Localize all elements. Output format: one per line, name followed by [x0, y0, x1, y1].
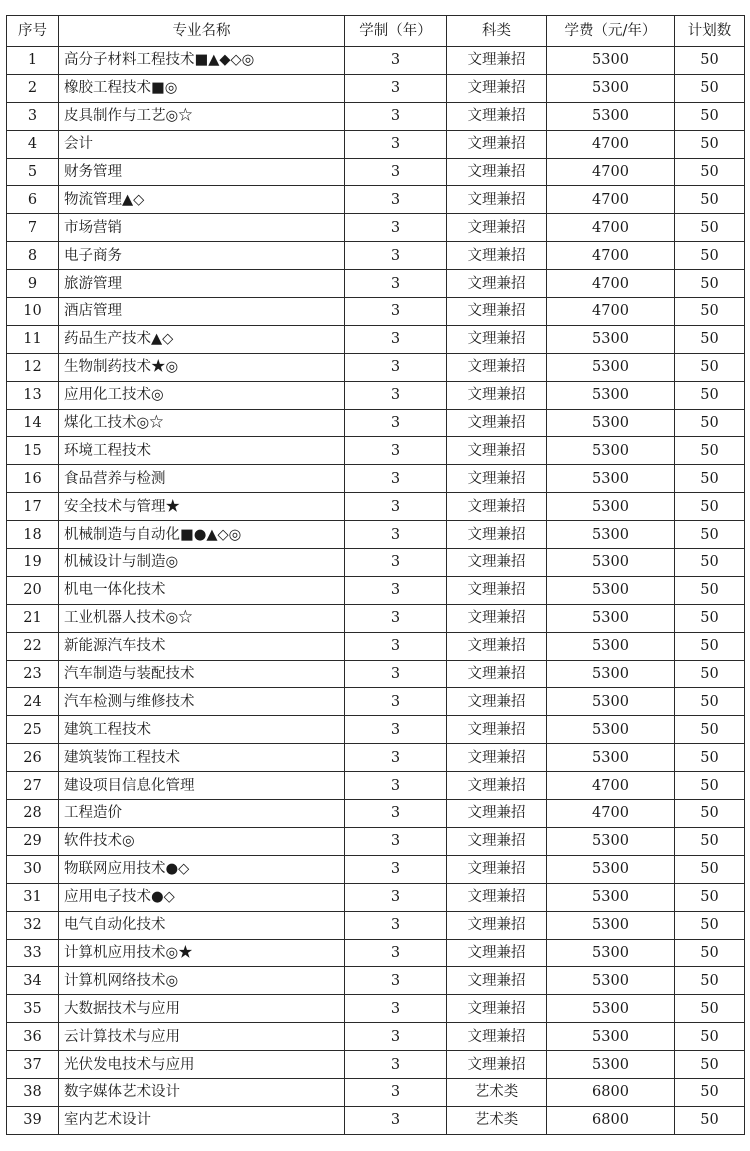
row-category-cell: 文理兼招: [447, 800, 547, 828]
row-years-cell: 3: [345, 604, 447, 632]
row-years-cell: 3: [345, 437, 447, 465]
row-major-cell: 建设项目信息化管理: [59, 772, 345, 800]
table-row: [7, 911, 745, 939]
row-major-cell: 汽车制造与装配技术: [59, 660, 345, 688]
row-index-cell: 20: [7, 576, 59, 604]
row-quota-cell: 50: [675, 186, 745, 214]
table-row: [7, 270, 745, 298]
row-quota-cell: 50: [675, 437, 745, 465]
row-quota-cell: 50: [675, 800, 745, 828]
row-fee-cell: 4700: [547, 800, 675, 828]
row-category-cell: 文理兼招: [447, 576, 547, 604]
row-category-cell: 文理兼招: [447, 47, 547, 75]
row-major-cell: 高分子材料工程技术■▲◆◇◎: [59, 47, 345, 75]
row-fee-cell: 5300: [547, 827, 675, 855]
row-fee-cell: 5300: [547, 493, 675, 521]
row-years-cell: 3: [345, 660, 447, 688]
row-category-cell: 文理兼招: [447, 437, 547, 465]
row-years-cell: 3: [345, 325, 447, 353]
row-years-cell: 3: [345, 967, 447, 995]
row-category-cell: 文理兼招: [447, 102, 547, 130]
row-fee-cell: 4700: [547, 242, 675, 270]
row-quota-cell: 50: [675, 855, 745, 883]
table-row: [7, 158, 745, 186]
row-years-cell: 3: [345, 186, 447, 214]
row-quota-cell: 50: [675, 1106, 745, 1134]
header-years: 学制（年）: [345, 16, 447, 47]
table-row: [7, 855, 745, 883]
table-row: [7, 465, 745, 493]
row-major-cell: 机电一体化技术: [59, 576, 345, 604]
row-quota-cell: 50: [675, 883, 745, 911]
row-index-cell: 2: [7, 74, 59, 102]
row-quota-cell: 50: [675, 1023, 745, 1051]
table-row: [7, 1078, 745, 1106]
table-row: [7, 437, 745, 465]
row-index-cell: 3: [7, 102, 59, 130]
enrollment-plan-table: [6, 15, 745, 1135]
row-quota-cell: 50: [675, 549, 745, 577]
row-category-cell: 文理兼招: [447, 855, 547, 883]
table-row: [7, 130, 745, 158]
row-major-cell: 计算机网络技术◎: [59, 967, 345, 995]
table-row: [7, 1051, 745, 1079]
row-years-cell: 3: [345, 1023, 447, 1051]
row-category-cell: 艺术类: [447, 1106, 547, 1134]
row-years-cell: 3: [345, 493, 447, 521]
row-years-cell: 3: [345, 995, 447, 1023]
row-years-cell: 3: [345, 1078, 447, 1106]
table-row: [7, 242, 745, 270]
row-quota-cell: 50: [675, 465, 745, 493]
row-index-cell: 30: [7, 855, 59, 883]
row-fee-cell: 4700: [547, 214, 675, 242]
row-years-cell: 3: [345, 772, 447, 800]
row-years-cell: 3: [345, 576, 447, 604]
header-index: 序号: [7, 16, 59, 47]
row-category-cell: 文理兼招: [447, 995, 547, 1023]
row-index-cell: 1: [7, 47, 59, 75]
row-category-cell: 文理兼招: [447, 604, 547, 632]
row-major-cell: 环境工程技术: [59, 437, 345, 465]
row-index-cell: 39: [7, 1106, 59, 1134]
row-quota-cell: 50: [675, 688, 745, 716]
row-years-cell: 3: [345, 744, 447, 772]
row-category-cell: 文理兼招: [447, 744, 547, 772]
table-body: [7, 47, 745, 1135]
row-fee-cell: 5300: [547, 604, 675, 632]
header-major: 专业名称: [59, 16, 345, 47]
row-index-cell: 28: [7, 800, 59, 828]
row-fee-cell: 5300: [547, 409, 675, 437]
row-major-cell: 电气自动化技术: [59, 911, 345, 939]
row-fee-cell: 5300: [547, 549, 675, 577]
table-row: [7, 47, 745, 75]
row-category-cell: 文理兼招: [447, 688, 547, 716]
row-quota-cell: 50: [675, 102, 745, 130]
row-category-cell: 文理兼招: [447, 158, 547, 186]
row-quota-cell: 50: [675, 632, 745, 660]
table-row: [7, 800, 745, 828]
row-years-cell: 3: [345, 1051, 447, 1079]
row-fee-cell: 5300: [547, 883, 675, 911]
row-major-cell: 生物制药技术★◎: [59, 353, 345, 381]
row-major-cell: 皮具制作与工艺◎☆: [59, 102, 345, 130]
row-years-cell: 3: [345, 827, 447, 855]
row-fee-cell: 4700: [547, 298, 675, 326]
row-index-cell: 17: [7, 493, 59, 521]
row-category-cell: 文理兼招: [447, 493, 547, 521]
row-years-cell: 3: [345, 632, 447, 660]
row-years-cell: 3: [345, 158, 447, 186]
row-major-cell: 会计: [59, 130, 345, 158]
row-fee-cell: 5300: [547, 660, 675, 688]
row-major-cell: 财务管理: [59, 158, 345, 186]
row-years-cell: 3: [345, 353, 447, 381]
row-index-cell: 12: [7, 353, 59, 381]
row-major-cell: 机械制造与自动化■●▲◇◎: [59, 521, 345, 549]
row-category-cell: 文理兼招: [447, 74, 547, 102]
row-fee-cell: 5300: [547, 521, 675, 549]
row-index-cell: 25: [7, 716, 59, 744]
row-quota-cell: 50: [675, 716, 745, 744]
table-row: [7, 409, 745, 437]
row-category-cell: 文理兼招: [447, 214, 547, 242]
table-row: [7, 1023, 745, 1051]
row-years-cell: 3: [345, 549, 447, 577]
row-index-cell: 29: [7, 827, 59, 855]
row-years-cell: 3: [345, 47, 447, 75]
row-years-cell: 3: [345, 800, 447, 828]
row-category-cell: 文理兼招: [447, 465, 547, 493]
table-header-row: [7, 16, 745, 47]
row-fee-cell: 5300: [547, 995, 675, 1023]
row-major-cell: 数字媒体艺术设计: [59, 1078, 345, 1106]
row-category-cell: 文理兼招: [447, 409, 547, 437]
header-category: 科类: [447, 16, 547, 47]
row-index-cell: 7: [7, 214, 59, 242]
row-index-cell: 14: [7, 409, 59, 437]
row-years-cell: 3: [345, 855, 447, 883]
table-row: [7, 939, 745, 967]
row-fee-cell: 5300: [547, 576, 675, 604]
row-major-cell: 橡胶工程技术■◎: [59, 74, 345, 102]
row-category-cell: 文理兼招: [447, 632, 547, 660]
row-category-cell: 文理兼招: [447, 353, 547, 381]
row-category-cell: 文理兼招: [447, 1051, 547, 1079]
row-category-cell: 文理兼招: [447, 1023, 547, 1051]
row-major-cell: 机械设计与制造◎: [59, 549, 345, 577]
row-fee-cell: 5300: [547, 632, 675, 660]
row-index-cell: 18: [7, 521, 59, 549]
row-fee-cell: 5300: [547, 939, 675, 967]
row-quota-cell: 50: [675, 660, 745, 688]
row-major-cell: 建筑工程技术: [59, 716, 345, 744]
row-fee-cell: 5300: [547, 967, 675, 995]
row-quota-cell: 50: [675, 298, 745, 326]
row-fee-cell: 5300: [547, 688, 675, 716]
row-quota-cell: 50: [675, 214, 745, 242]
table-row: [7, 883, 745, 911]
row-years-cell: 3: [345, 214, 447, 242]
row-major-cell: 市场营销: [59, 214, 345, 242]
table-row: [7, 381, 745, 409]
row-major-cell: 计算机应用技术◎★: [59, 939, 345, 967]
row-quota-cell: 50: [675, 381, 745, 409]
row-index-cell: 27: [7, 772, 59, 800]
row-index-cell: 35: [7, 995, 59, 1023]
table-row: [7, 353, 745, 381]
table-row: [7, 827, 745, 855]
row-years-cell: 3: [345, 716, 447, 744]
table-row: [7, 744, 745, 772]
row-major-cell: 煤化工技术◎☆: [59, 409, 345, 437]
row-major-cell: 应用电子技术●◇: [59, 883, 345, 911]
table-row: [7, 772, 745, 800]
row-quota-cell: 50: [675, 325, 745, 353]
row-category-cell: 文理兼招: [447, 242, 547, 270]
row-major-cell: 食品营养与检测: [59, 465, 345, 493]
row-years-cell: 3: [345, 102, 447, 130]
row-fee-cell: 4700: [547, 186, 675, 214]
row-fee-cell: 6800: [547, 1078, 675, 1106]
row-years-cell: 3: [345, 465, 447, 493]
row-quota-cell: 50: [675, 995, 745, 1023]
row-quota-cell: 50: [675, 604, 745, 632]
row-quota-cell: 50: [675, 521, 745, 549]
table-row: [7, 521, 745, 549]
row-index-cell: 16: [7, 465, 59, 493]
row-years-cell: 3: [345, 270, 447, 298]
row-index-cell: 32: [7, 911, 59, 939]
row-quota-cell: 50: [675, 576, 745, 604]
row-major-cell: 大数据技术与应用: [59, 995, 345, 1023]
row-fee-cell: 5300: [547, 325, 675, 353]
row-index-cell: 37: [7, 1051, 59, 1079]
row-category-cell: 文理兼招: [447, 521, 547, 549]
row-quota-cell: 50: [675, 827, 745, 855]
row-index-cell: 13: [7, 381, 59, 409]
row-fee-cell: 5300: [547, 74, 675, 102]
row-category-cell: 文理兼招: [447, 967, 547, 995]
row-category-cell: 文理兼招: [447, 883, 547, 911]
row-years-cell: 3: [345, 130, 447, 158]
row-category-cell: 文理兼招: [447, 939, 547, 967]
row-fee-cell: 6800: [547, 1106, 675, 1134]
row-quota-cell: 50: [675, 493, 745, 521]
row-quota-cell: 50: [675, 130, 745, 158]
table-row: [7, 604, 745, 632]
row-fee-cell: 5300: [547, 855, 675, 883]
row-index-cell: 26: [7, 744, 59, 772]
row-index-cell: 38: [7, 1078, 59, 1106]
row-fee-cell: 5300: [547, 1023, 675, 1051]
row-quota-cell: 50: [675, 911, 745, 939]
row-index-cell: 33: [7, 939, 59, 967]
table-row: [7, 576, 745, 604]
row-category-cell: 文理兼招: [447, 381, 547, 409]
table-row: [7, 186, 745, 214]
row-category-cell: 文理兼招: [447, 827, 547, 855]
row-index-cell: 4: [7, 130, 59, 158]
table-row: [7, 74, 745, 102]
row-years-cell: 3: [345, 883, 447, 911]
row-major-cell: 云计算技术与应用: [59, 1023, 345, 1051]
row-years-cell: 3: [345, 74, 447, 102]
row-quota-cell: 50: [675, 939, 745, 967]
row-fee-cell: 5300: [547, 911, 675, 939]
table-row: [7, 660, 745, 688]
row-major-cell: 物联网应用技术●◇: [59, 855, 345, 883]
row-category-cell: 文理兼招: [447, 270, 547, 298]
row-years-cell: 3: [345, 911, 447, 939]
table-row: [7, 549, 745, 577]
row-category-cell: 文理兼招: [447, 130, 547, 158]
header-quota: 计划数: [675, 16, 745, 47]
row-quota-cell: 50: [675, 158, 745, 186]
row-index-cell: 6: [7, 186, 59, 214]
row-quota-cell: 50: [675, 74, 745, 102]
row-major-cell: 汽车检测与维修技术: [59, 688, 345, 716]
row-category-cell: 文理兼招: [447, 298, 547, 326]
row-fee-cell: 4700: [547, 270, 675, 298]
row-category-cell: 文理兼招: [447, 716, 547, 744]
table-row: [7, 214, 745, 242]
row-index-cell: 11: [7, 325, 59, 353]
row-major-cell: 工程造价: [59, 800, 345, 828]
row-category-cell: 文理兼招: [447, 325, 547, 353]
row-quota-cell: 50: [675, 967, 745, 995]
table-row: [7, 298, 745, 326]
row-quota-cell: 50: [675, 353, 745, 381]
table-row: [7, 325, 745, 353]
row-fee-cell: 4700: [547, 772, 675, 800]
row-index-cell: 34: [7, 967, 59, 995]
row-fee-cell: 5300: [547, 1051, 675, 1079]
row-fee-cell: 4700: [547, 158, 675, 186]
row-quota-cell: 50: [675, 242, 745, 270]
row-index-cell: 10: [7, 298, 59, 326]
row-years-cell: 3: [345, 298, 447, 326]
table-row: [7, 716, 745, 744]
row-quota-cell: 50: [675, 744, 745, 772]
row-index-cell: 19: [7, 549, 59, 577]
row-category-cell: 文理兼招: [447, 549, 547, 577]
row-index-cell: 22: [7, 632, 59, 660]
row-fee-cell: 5300: [547, 744, 675, 772]
row-major-cell: 物流管理▲◇: [59, 186, 345, 214]
row-major-cell: 药品生产技术▲◇: [59, 325, 345, 353]
row-quota-cell: 50: [675, 1078, 745, 1106]
header-fee: 学费（元/年）: [547, 16, 675, 47]
row-major-cell: 酒店管理: [59, 298, 345, 326]
row-index-cell: 8: [7, 242, 59, 270]
row-major-cell: 室内艺术设计: [59, 1106, 345, 1134]
row-years-cell: 3: [345, 242, 447, 270]
row-years-cell: 3: [345, 409, 447, 437]
row-years-cell: 3: [345, 381, 447, 409]
row-years-cell: 3: [345, 939, 447, 967]
row-category-cell: 文理兼招: [447, 911, 547, 939]
row-fee-cell: 5300: [547, 465, 675, 493]
row-major-cell: 软件技术◎: [59, 827, 345, 855]
table-row: [7, 967, 745, 995]
row-years-cell: 3: [345, 1106, 447, 1134]
row-fee-cell: 5300: [547, 381, 675, 409]
row-quota-cell: 50: [675, 1051, 745, 1079]
row-years-cell: 3: [345, 688, 447, 716]
table-row: [7, 995, 745, 1023]
row-fee-cell: 5300: [547, 102, 675, 130]
row-major-cell: 建筑装饰工程技术: [59, 744, 345, 772]
row-fee-cell: 5300: [547, 353, 675, 381]
table-row: [7, 688, 745, 716]
table-row: [7, 102, 745, 130]
table-row: [7, 1106, 745, 1134]
row-index-cell: 23: [7, 660, 59, 688]
row-index-cell: 24: [7, 688, 59, 716]
row-index-cell: 15: [7, 437, 59, 465]
row-major-cell: 旅游管理: [59, 270, 345, 298]
row-category-cell: 文理兼招: [447, 772, 547, 800]
row-quota-cell: 50: [675, 772, 745, 800]
row-index-cell: 31: [7, 883, 59, 911]
table-row: [7, 493, 745, 521]
row-category-cell: 文理兼招: [447, 660, 547, 688]
row-major-cell: 工业机器人技术◎☆: [59, 604, 345, 632]
row-index-cell: 36: [7, 1023, 59, 1051]
row-quota-cell: 50: [675, 270, 745, 298]
row-quota-cell: 50: [675, 47, 745, 75]
row-major-cell: 光伏发电技术与应用: [59, 1051, 345, 1079]
row-major-cell: 电子商务: [59, 242, 345, 270]
row-major-cell: 应用化工技术◎: [59, 381, 345, 409]
row-major-cell: 安全技术与管理★: [59, 493, 345, 521]
row-index-cell: 9: [7, 270, 59, 298]
row-fee-cell: 5300: [547, 47, 675, 75]
table-row: [7, 632, 745, 660]
row-category-cell: 文理兼招: [447, 186, 547, 214]
row-years-cell: 3: [345, 521, 447, 549]
row-fee-cell: 5300: [547, 716, 675, 744]
row-quota-cell: 50: [675, 409, 745, 437]
row-fee-cell: 4700: [547, 130, 675, 158]
row-index-cell: 21: [7, 604, 59, 632]
row-index-cell: 5: [7, 158, 59, 186]
row-category-cell: 艺术类: [447, 1078, 547, 1106]
row-major-cell: 新能源汽车技术: [59, 632, 345, 660]
row-fee-cell: 5300: [547, 437, 675, 465]
